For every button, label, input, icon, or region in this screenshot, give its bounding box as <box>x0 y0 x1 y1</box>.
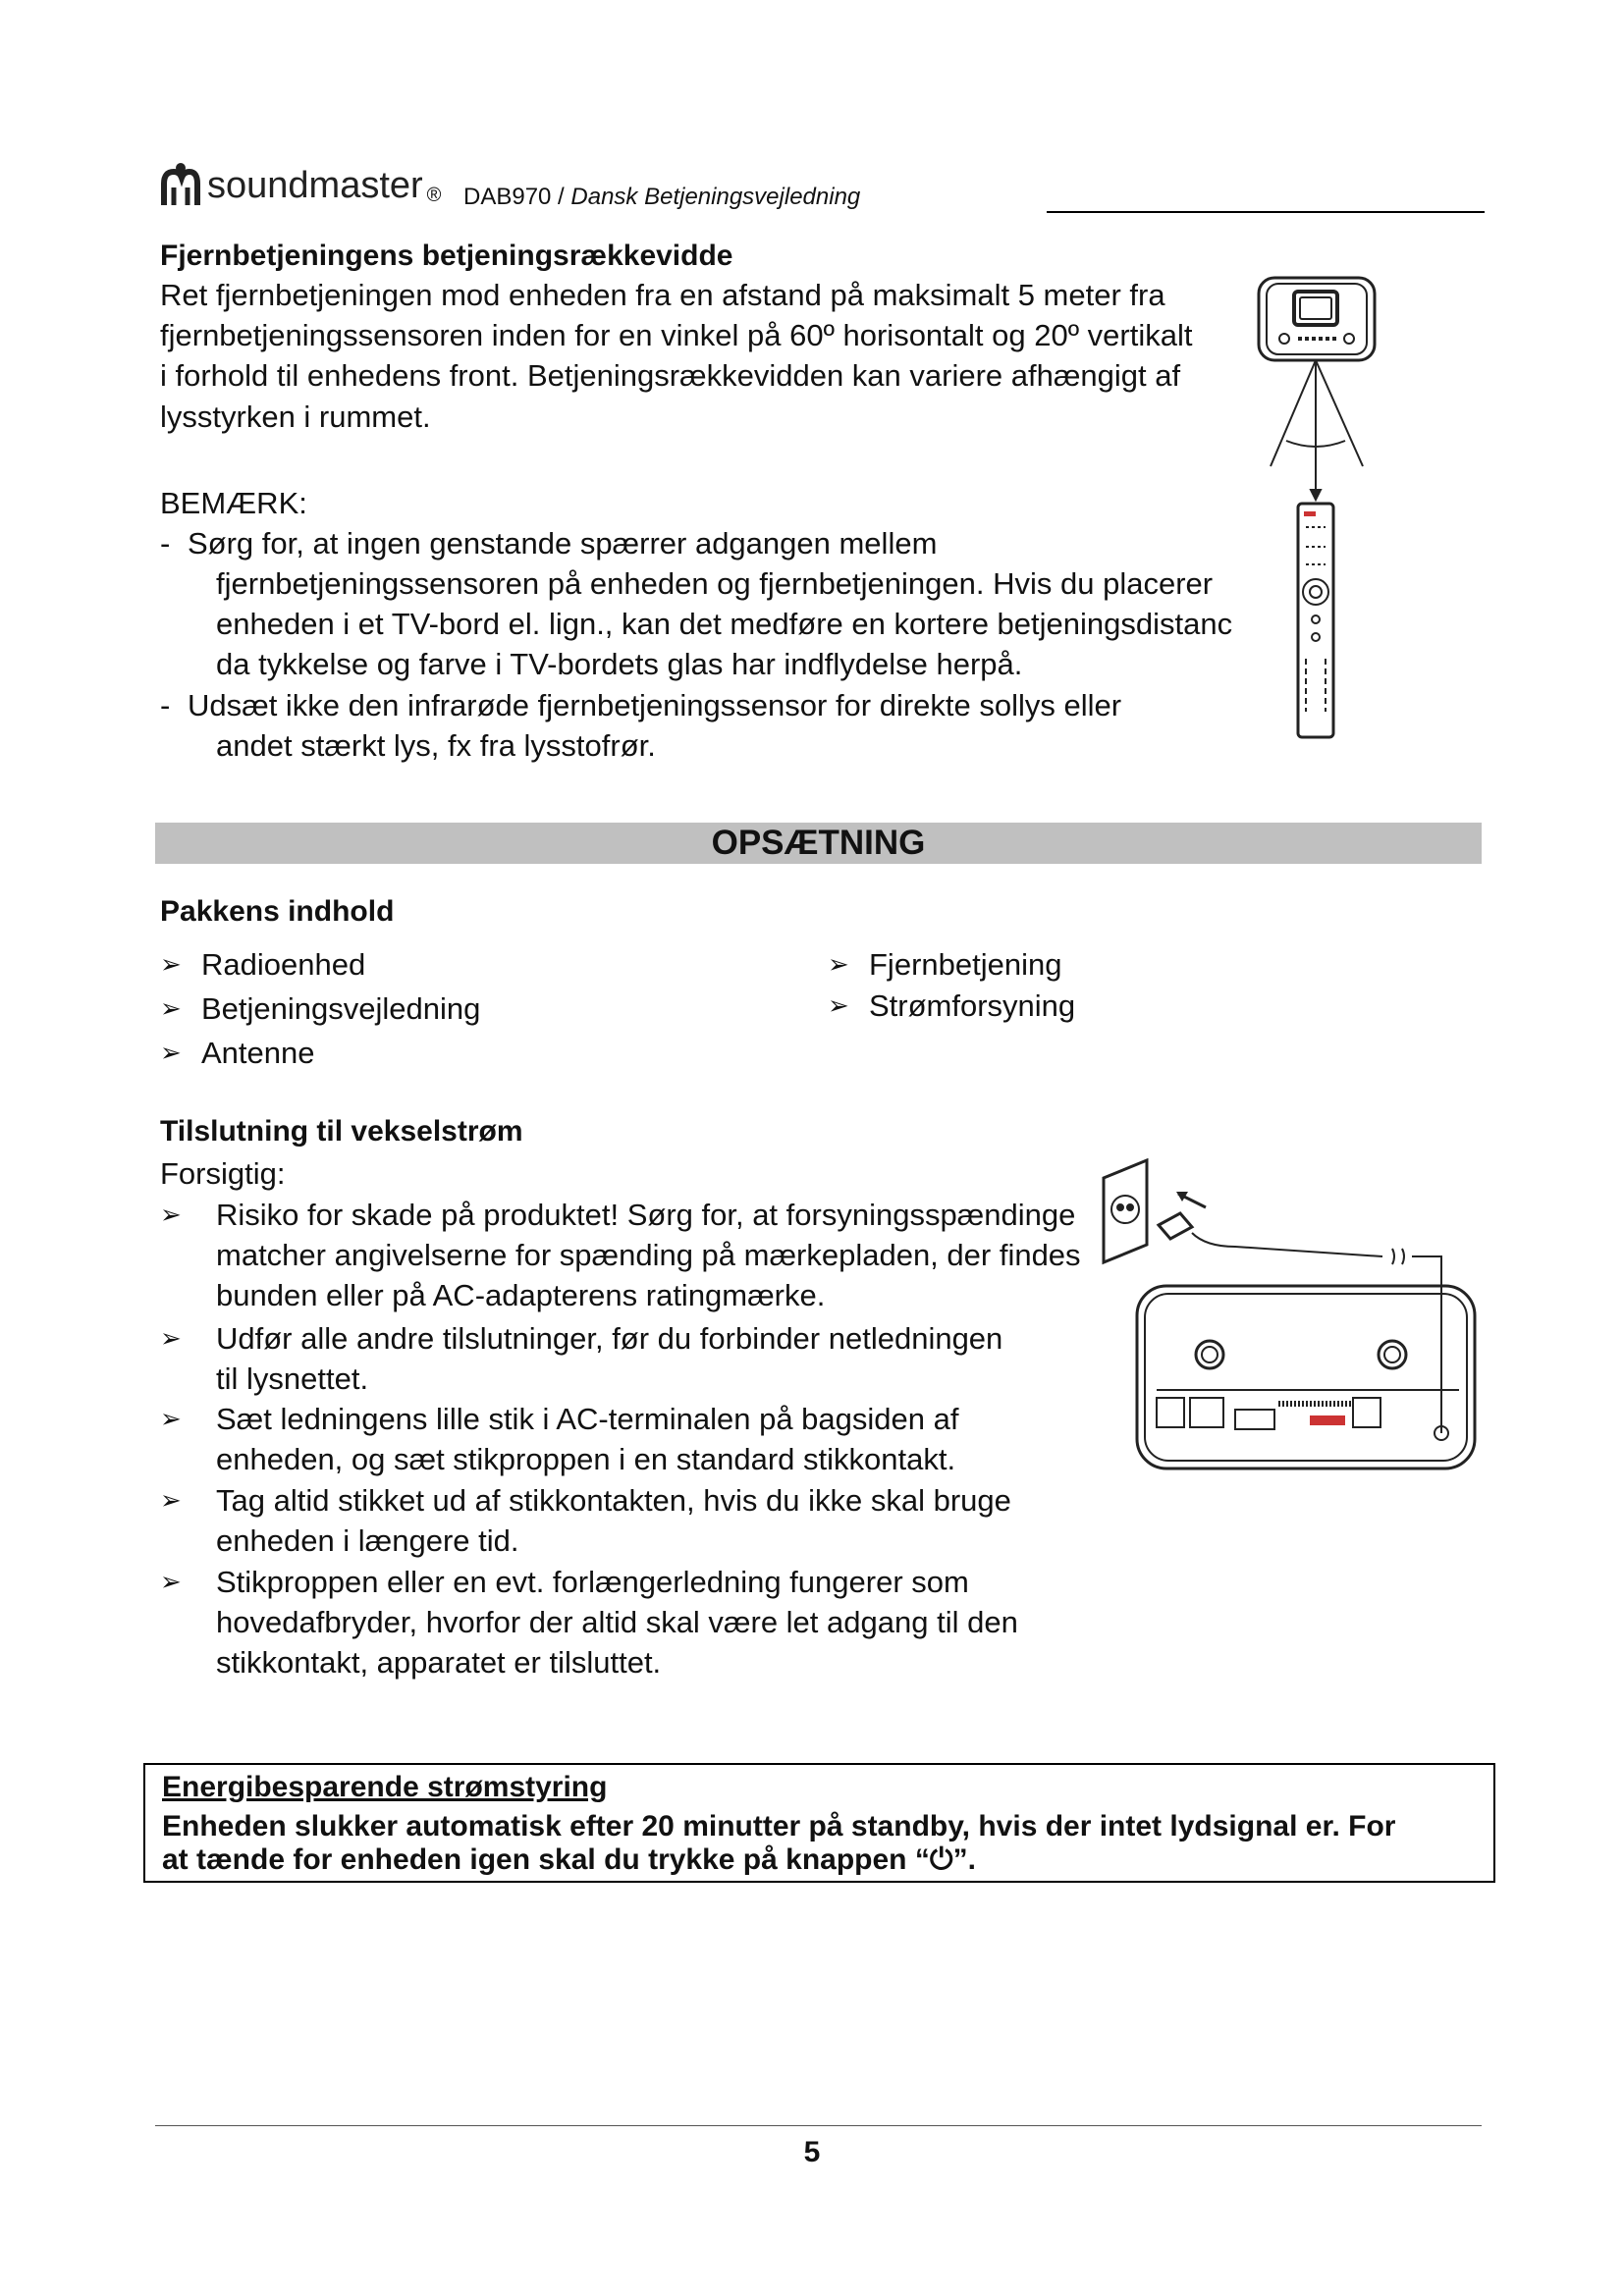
header-separator: / <box>551 184 571 210</box>
ac-instruction <box>160 1399 958 1479</box>
footer-rule <box>155 2125 1482 2126</box>
power-plug-icon <box>1159 1192 1206 1239</box>
remote-range-line: lysstyrken i rummet. <box>160 400 431 434</box>
package-item-label: Radioenhed <box>201 947 366 982</box>
instruction-line: matcher angivelserne for spænding på mærkepladen, der findes <box>216 1238 1081 1272</box>
bullet-arrow-icon: ➢ <box>160 1485 182 1515</box>
wall-socket-icon <box>1104 1160 1147 1262</box>
instruction-line: bunden eller på AC-adapterens ratingmærke. <box>216 1278 826 1312</box>
instruction-line: Sæt ledningens lille stik i AC-terminalen på bagsiden af <box>216 1402 959 1436</box>
document-header-title <box>463 184 860 211</box>
section-band <box>155 823 1482 864</box>
signal-angle-lines <box>1271 360 1363 500</box>
package-item-label: Antenne <box>201 1036 315 1070</box>
package-heading: Pakkens indhold <box>160 895 395 928</box>
page-number: 5 <box>803 2136 821 2168</box>
ac-instruction <box>160 1318 1002 1399</box>
instruction-line: enheden, og sæt stikproppen i en standard stikkontakt. <box>216 1442 956 1476</box>
bullet-arrow-icon: ➢ <box>160 1404 182 1433</box>
bullet-arrow-icon: ➢ <box>160 1323 182 1353</box>
instruction-line: stikkontakt, apparatet er tilsluttet. <box>216 1645 662 1680</box>
remote-range-line: Ret fjernbetjeningen mod enheden fra en afstand på maksimalt 5 meter fra <box>160 278 1165 312</box>
brand-logo <box>160 158 441 207</box>
bullet-arrow-icon: ➢ <box>160 1038 182 1067</box>
header-rule <box>1047 211 1485 213</box>
package-item-label: Strømforsyning <box>869 988 1076 1023</box>
ac-instruction <box>160 1480 1011 1561</box>
brand-name: soundmaster <box>207 165 423 206</box>
radio-front-icon <box>1259 278 1375 360</box>
instruction-line: Udfør alle andre tilslutninger, før du forbinder netledningen <box>216 1321 1003 1356</box>
ac-connection-illustration <box>1098 1158 1490 1492</box>
note-label: BEMÆRK: <box>160 486 307 520</box>
package-item <box>160 988 480 1029</box>
energy-line: Enheden slukker automatisk efter 20 minutter på standby, hvis der intet lydsignal er. For <box>162 1810 1396 1842</box>
bullet-arrow-icon: ➢ <box>828 990 849 1020</box>
remote-range-illustration <box>1247 270 1384 741</box>
instruction-line: hovedafbryder, hvorfor der altid skal være let adgang til den <box>216 1605 1018 1639</box>
bullet-arrow-icon: ➢ <box>160 1567 182 1596</box>
instruction-line: enheden i længere tid. <box>216 1523 519 1558</box>
ac-instruction <box>160 1562 1018 1682</box>
note-line: Sørg for, at ingen genstande spærrer adgangen mellem <box>188 526 938 561</box>
package-item <box>160 944 365 985</box>
registered-mark: ® <box>426 185 442 206</box>
bullet-arrow-icon: ➢ <box>828 949 849 979</box>
note-line: da tykkelse og farve i TV-bordets glas har indflydelse herpå. <box>216 647 1023 681</box>
caution-label: Forsigtig: <box>160 1156 286 1191</box>
bullet-arrow-icon: ➢ <box>160 1200 182 1229</box>
package-item <box>160 1033 315 1073</box>
bullet-arrow-icon: ➢ <box>160 993 182 1023</box>
ac-instruction <box>160 1195 1081 1315</box>
remote-range-heading: Fjernbetjeningens betjeningsrækkevidde <box>160 240 733 272</box>
package-item-label: Fjernbetjening <box>869 947 1062 982</box>
remote-range-line: i forhold til enhedens front. Betjeningsrækkevidden kan variere afhængigt af <box>160 358 1181 393</box>
energy-title: Energibesparende strømstyring <box>162 1771 608 1803</box>
package-item-label: Betjeningsvejledning <box>201 991 481 1026</box>
soundmaster-logo-icon <box>160 162 201 207</box>
package-item <box>828 944 1061 985</box>
remote-range-line: fjernbetjeningssensoren inden for en vinkel på 60º horisontalt og 20º vertikalt <box>160 318 1193 352</box>
note-line: enheden i et TV-bord el. lign., kan det medføre en kortere betjeningsdistanc <box>216 607 1233 641</box>
instruction-line: Stikproppen eller en evt. forlængerledning fungerer som <box>216 1565 969 1599</box>
manual-language-title: Dansk Betjeningsvejledning <box>570 184 861 210</box>
dash-marker: - <box>160 526 171 561</box>
instruction-line: Risiko for skade på produktet! Sørg for, at forsyningsspændinge <box>216 1198 1076 1232</box>
instruction-line: til lysnettet. <box>216 1362 369 1396</box>
note-line: Udsæt ikke den infrarøde fjernbetjeningssensor for direkte sollys eller <box>188 688 1122 722</box>
energy-body <box>162 1810 1483 1877</box>
note-line: andet stærkt lys, fx fra lysstofrør. <box>216 728 656 763</box>
model-number: DAB970 <box>463 184 552 210</box>
energy-line: at tænde for enheden igen skal du trykke på knappen “⏻”. <box>162 1843 976 1876</box>
section-title: OPSÆTNING <box>711 824 926 862</box>
ac-heading: Tilslutning til vekselstrøm <box>160 1115 523 1148</box>
instruction-line: Tag altid stikket ud af stikkontakten, hvis du ikke skal bruge <box>216 1483 1011 1518</box>
bullet-arrow-icon: ➢ <box>160 949 182 979</box>
power-cable <box>1192 1233 1441 1433</box>
package-item <box>828 986 1075 1026</box>
note-line: fjernbetjeningssensoren på enheden og fjernbetjeningen. Hvis du placerer <box>216 566 1214 601</box>
remote-control-icon <box>1298 504 1333 737</box>
energy-saving-notice <box>143 1763 1495 1883</box>
dash-marker: - <box>160 688 171 722</box>
radio-back-icon <box>1137 1286 1475 1468</box>
